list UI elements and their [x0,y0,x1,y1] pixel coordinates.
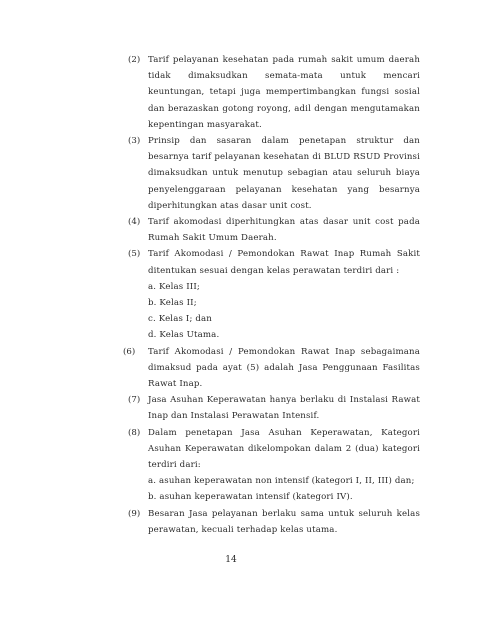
clause-number: (3) [128,136,141,147]
list-item: d. Kelas Utama. [148,330,220,341]
page-number: 14 [225,555,237,565]
clause-text: Tarif pelayanan kesehatan pada rumah sakit umum daerah tidak dimaksudkan semata-mata untuk mencari keuntungan, tetapi juga mempertimbangkan fungsi sosial dan berazaskan gotong royong, adil dengan mengutamakan kepentingan masyarakat. [148,55,420,130]
list-item: a. Kelas III; [148,281,200,292]
class-list [148,279,420,344]
list-item: b. Kelas II; [148,298,197,309]
clause-text: Tarif akomodasi diperhitungkan atas dasar unit cost pada Rumah Sakit Umum Daerah. [148,217,420,244]
clause-number: (9) [128,508,141,519]
clause-text: Besaran Jasa pelayanan berlaku sama untuk seluruh kelas perawatan, kecuali terhadap kelas utama. [148,508,420,535]
list-item: c. Kelas I; dan [148,314,212,325]
clause-6 [123,344,420,393]
clause-number: (6) [123,346,136,357]
category-list [148,473,420,505]
clause-text: Tarif Akomodasi / Pemondokan Rawat Inap sebagaimana dimaksud pada ayat (5) adalah Jasa Penggunaan Fasilitas Rawat Inap. [148,346,420,390]
clause-text: Dalam penetapan Jasa Asuhan Keperawatan, Kategori Asuhan Keperawatan dikelompokan dalam 2 (dua) kategori terdiri dari: [148,427,420,471]
clause-7 [128,392,420,424]
clause-number: (5) [128,249,141,260]
list-item: a. asuhan keperawatan non intensif (kategori I, II, III) dan; [148,476,415,487]
clause-8 [128,425,420,506]
clause-3 [128,133,420,214]
clause-number: (8) [128,427,141,438]
clause-2 [128,52,420,133]
article-body [123,52,420,538]
clause-4 [128,214,420,246]
list-item: b. asuhan keperawatan intensif (kategori IV). [148,492,353,503]
clause-9 [128,506,420,538]
clause-number: (2) [128,55,141,65]
clause-number: (4) [128,217,141,228]
clause-number: (7) [128,395,141,406]
clause-text: Tarif Akomodasi / Pemondokan Rawat Inap Rumah Sakit ditentukan sesuai dengan kelas perawatan terdiri dari : [148,249,420,276]
clause-5 [128,246,420,343]
clause-text: Prinsip dan sasaran dalam penetapan struktur dan besarnya tarif pelayanan kesehatan di BLUD RSUD Provinsi dimaksudkan untuk menutup sebagian atau seluruh biaya penyelenggaraan pelayanan kesehatan yang besarnya diperhitungkan atas dasar unit cost. [148,136,420,211]
clause-text: Jasa Asuhan Keperawatan hanya berlaku di Instalasi Rawat Inap dan Instalasi Perawatan Intensif. [148,395,420,422]
